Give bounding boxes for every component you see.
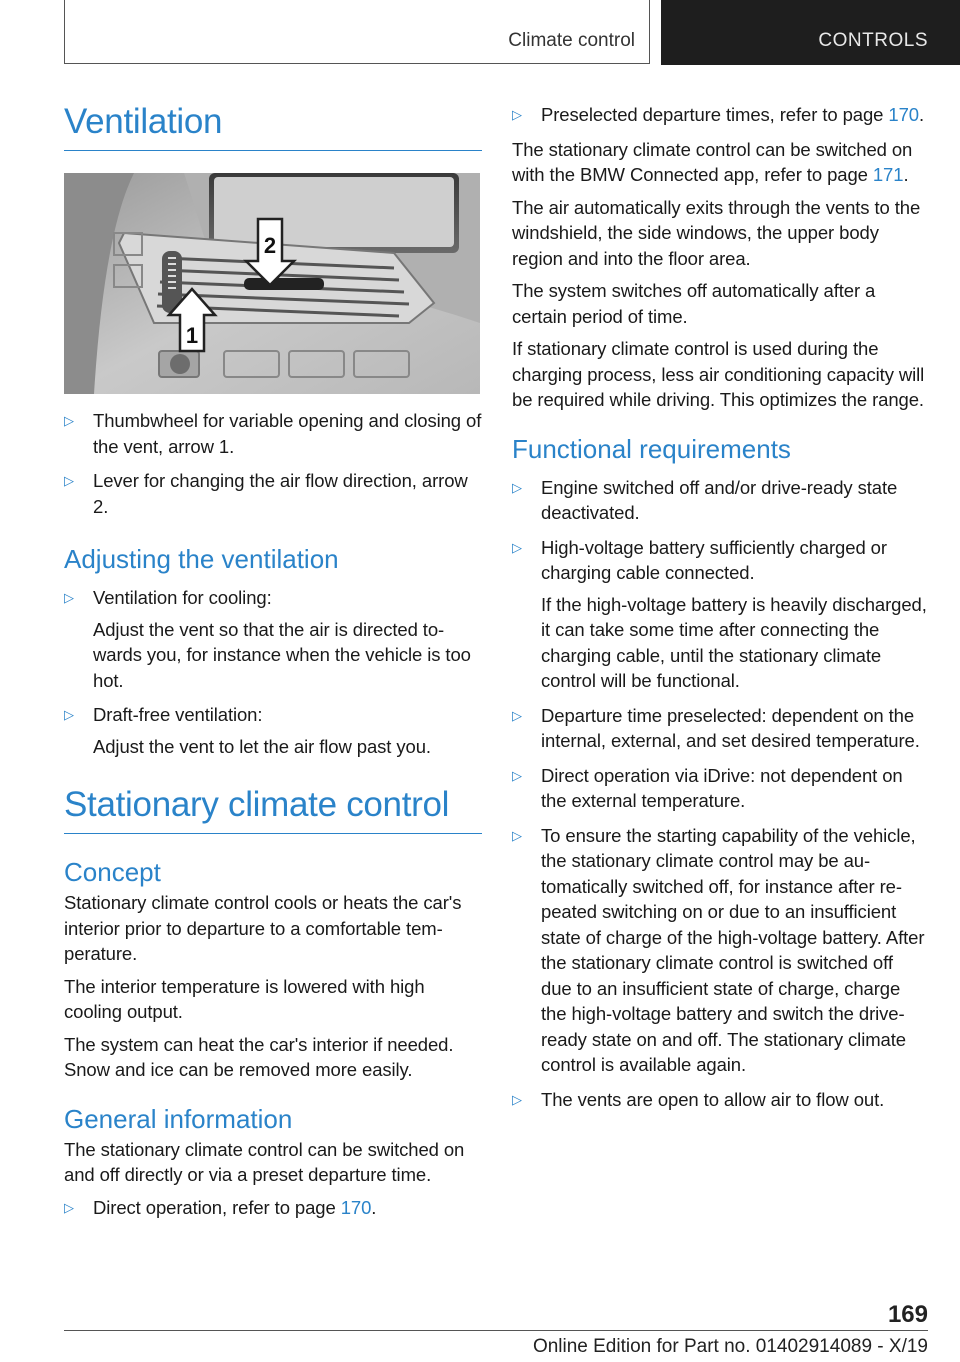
- triangle-right-icon: ▷: [64, 1199, 74, 1215]
- adjusting-item-cooling: ▷ Ventilation for cooling: Adjust the vent so that the air is directed towards you, for instance when the vehicle is too hot.: [64, 587, 471, 691]
- connected-paragraph: The stationary climate control can be switched on with the BMW Connected app, refer to page 171.: [512, 138, 913, 185]
- title-rule: [64, 150, 482, 151]
- figure-item-1: ▷ Thumbwheel for variable opening and closing of the vent, arrow 1.: [64, 410, 482, 457]
- figure-item-2: ▷ Lever for changing the air flow direction, arrow 2.: [64, 470, 468, 517]
- functional-item-6: ▷ The vents are open to allow air to flow out.: [512, 1087, 928, 1113]
- page-link-171[interactable]: 171: [872, 164, 904, 185]
- functional-item-3: ▷ Departure time preselected: dependent on the internal, external, and set desired temperature.: [512, 704, 920, 751]
- stationary-title: Stationary climate control: [64, 785, 450, 824]
- functional-item-2: ▷ High-voltage battery sufficiently charged or charging cable connected. If the high-voltage battery is heavily discharged, it can take some time after connecting the charging cable, until the stationary climate control will be functional.: [512, 536, 927, 691]
- page-number: 169: [887, 1301, 928, 1328]
- header-divider-bottom: [64, 63, 650, 64]
- charging-paragraph: If stationary climate control is used during the charging process, less air conditioning capacity will be required while driving. This optimizes the range.: [512, 338, 925, 410]
- general-item-direct: ▷ Direct operation, refer to page 170.: [64, 1195, 482, 1221]
- triangle-right-icon: ▷: [512, 107, 522, 122]
- general-heading: General information: [64, 1103, 293, 1134]
- adjusting-item-draft-free: ▷ Draft-free ventilation: Adjust the vent to let the air flow past you.: [64, 704, 431, 757]
- triangle-right-icon: ▷: [512, 539, 522, 555]
- callout-label-2: 2: [263, 233, 277, 258]
- ventilation-vent-photo: [64, 173, 480, 394]
- header-chapter-title: CONTROLS: [818, 30, 928, 51]
- footer-rule: [64, 1330, 928, 1331]
- header-divider-left: [64, 0, 65, 64]
- concept-paragraph-2: The interior temperature is lowered with high cooling output.: [64, 975, 425, 1022]
- page-link-170[interactable]: 170: [340, 1196, 372, 1218]
- triangle-right-icon: ▷: [64, 473, 74, 488]
- footer-edition: Online Edition for Part no. 01402914089 - X/19: [532, 1336, 928, 1357]
- air-exit-paragraph: The air automatically exits through the vents to the windshield, the side windows, the upper body region and into the floor area.: [512, 196, 921, 269]
- triangle-right-icon: ▷: [64, 413, 74, 428]
- auto-off-paragraph: The system switches off automatically after a certain period of time.: [512, 280, 876, 327]
- triangle-right-icon: ▷: [512, 767, 522, 783]
- general-paragraph: The stationary climate control can be switched on and off directly or via a preset departure time.: [64, 1138, 465, 1185]
- functional-item-1: ▷ Engine switched off and/or drive-ready state deactivated.: [512, 476, 898, 523]
- page-link-170[interactable]: 170: [888, 104, 919, 125]
- concept-paragraph-3: The system can heat the car's interior if needed. Snow and ice can be removed more easily.: [64, 1033, 454, 1080]
- functional-item-4: ▷ Direct operation via iDrive: not dependent on the external temperature.: [512, 764, 903, 811]
- stationary-rule: [64, 833, 482, 834]
- triangle-right-icon: ▷: [512, 479, 522, 495]
- left-column: [64, 96, 482, 1229]
- header-chapter-tab: [661, 0, 960, 65]
- callout-label-1: 1: [185, 323, 199, 348]
- triangle-right-icon: ▷: [512, 827, 522, 843]
- header-section-title: Climate control: [508, 30, 635, 51]
- functional-item-5: ▷ To ensure the starting capability of the vehicle, the stationary climate control may be automatically switched off, for instance after repeated switching on or due to an insufficient state of charge of the high-voltage battery. After the stationary climate control is switched off due to an insufficient state of charge, charge the high-voltage battery and switch the drive-ready state on and off. The stationary climate control is available again.: [512, 824, 925, 1075]
- functional-heading: Functional requirements: [512, 433, 791, 464]
- right-column: [512, 102, 928, 1121]
- triangle-right-icon: ▷: [64, 707, 74, 722]
- concept-paragraph-1: Stationary climate control cools or heats the car's interior prior to departure to a comfortable temperature.: [64, 892, 462, 964]
- concept-heading: Concept: [64, 857, 161, 887]
- triangle-right-icon: ▷: [512, 1091, 522, 1107]
- preselected-item: ▷ Preselected departure times, refer to page 170.: [512, 102, 928, 128]
- adjusting-heading: Adjusting the ventilation: [64, 544, 339, 574]
- header-divider-middle: [649, 0, 650, 64]
- ventilation-title: Ventilation: [64, 102, 223, 141]
- triangle-right-icon: ▷: [64, 590, 74, 605]
- triangle-right-icon: ▷: [512, 707, 522, 723]
